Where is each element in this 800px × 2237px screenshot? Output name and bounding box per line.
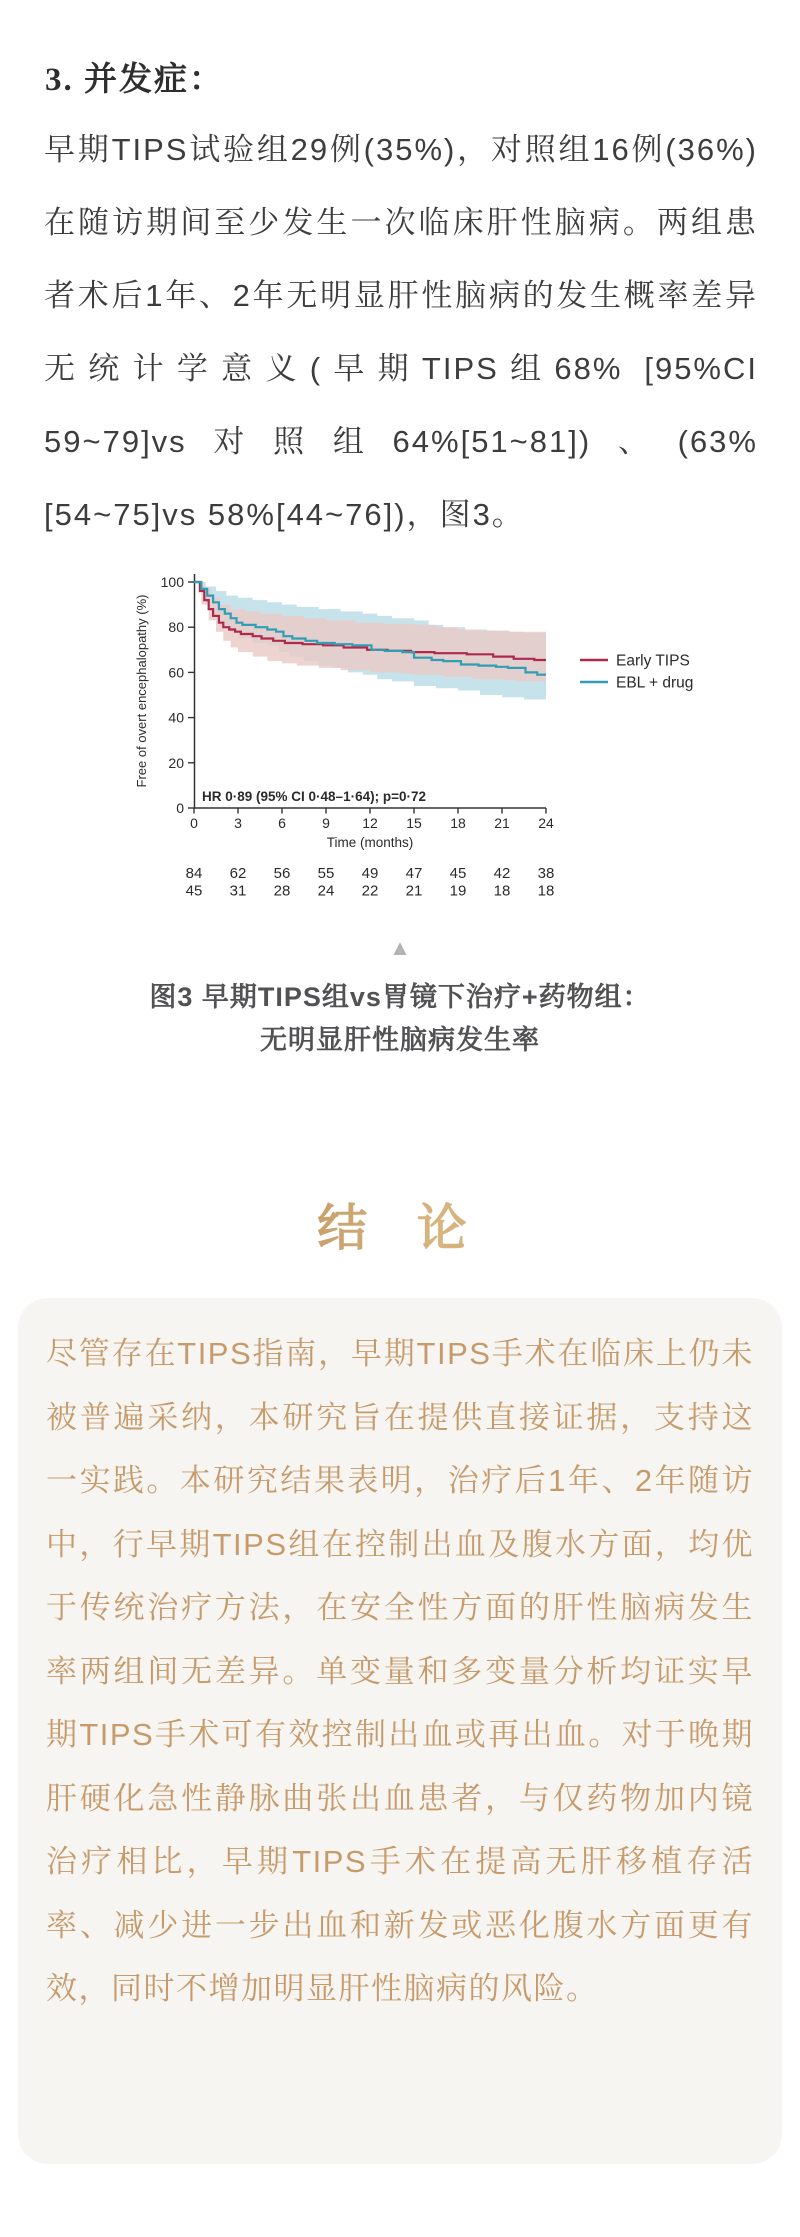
- y-tick-label: 80: [168, 619, 184, 636]
- x-tick-label: 24: [538, 815, 554, 831]
- collapse-image-icon[interactable]: ▲: [389, 935, 411, 960]
- x-tick-label: 6: [278, 815, 286, 831]
- conclusion-panel: [18, 1298, 782, 2164]
- figure-caption-line2: 无明显肝性脑病发生率: [260, 1025, 540, 1055]
- ci-band-early-tips: [194, 582, 546, 683]
- hr-annotation: HR 0·89 (95% CI 0·48–1·64); p=0·72: [202, 789, 426, 804]
- x-axis-label: Time (months): [326, 835, 414, 850]
- y-tick-label: 100: [160, 574, 184, 590]
- risk-count: 18: [493, 882, 511, 900]
- risk-count: 22: [361, 882, 379, 900]
- risk-count: 55: [317, 865, 335, 882]
- x-tick-label: 0: [190, 815, 198, 831]
- risk-count: 19: [449, 882, 467, 900]
- section-heading: 3. 并发症：: [45, 62, 224, 99]
- y-tick-label: 40: [168, 709, 184, 726]
- risk-count: 42: [493, 865, 511, 882]
- x-tick-label: 18: [450, 815, 466, 831]
- y-axis-label: Free of overt encephalopathy (%): [134, 594, 149, 788]
- x-tick-label: 15: [406, 815, 422, 831]
- risk-count: 47: [405, 865, 423, 882]
- risk-count: 38: [537, 865, 555, 882]
- y-tick-label: 60: [168, 664, 184, 681]
- risk-count: 24: [317, 882, 335, 900]
- conclusion-heading: 结 论: [0, 1188, 800, 1260]
- conclusion-text: 尽管存在TIPS指南，早期TIPS手术在临床上仍未被普遍采纳，本研究旨在提供直接证据，支持这一实践。本研究结果表明，治疗后1年、2年随访中，行早期TIPS组在控制出血及腹水方面，均优于传统治疗方法，在安全性方面的肝性脑病发生率两组间无差异。单变量和多变量分析均证实早期TIPS手术可有效控制出血或再出血。对于晚期肝硬化急性静脉曲张出血患者，与仅药物加内镜治疗相比，早期TIPS手术在提高无肝移植存活率、减少进一步出血和新发或恶化腹水方面更有效，同时不增加明显肝性脑病的风险。: [46, 1336, 754, 2006]
- legend-label: Early TIPS: [616, 652, 690, 670]
- legend-label: EBL + drug: [616, 674, 694, 692]
- risk-count: 31: [229, 882, 247, 900]
- risk-count: 45: [449, 865, 467, 882]
- figure-caption: [0, 976, 800, 1062]
- x-tick-label: 3: [234, 815, 242, 831]
- risk-count: 45: [185, 882, 203, 900]
- y-tick-label: 20: [168, 754, 184, 771]
- risk-count: 18: [537, 882, 555, 900]
- km-figure: [130, 560, 790, 912]
- risk-count: 21: [405, 882, 423, 900]
- y-tick-label: 0: [176, 800, 184, 816]
- figure-caption-line1: 图3 早期TIPS组vs胃镜下治疗+药物组：: [149, 982, 651, 1012]
- risk-count: 28: [273, 882, 291, 900]
- risk-count: 49: [361, 865, 379, 882]
- body-paragraph: 早期TIPS试验组29例(35%)，对照组16例(36%)在随访期间至少发生一次临床肝性脑病。两组患者术后1年、2年无明显肝性脑病的发生概率差异无统计学意义(早期TIPS组68% [95%CI 59~79]vs对照组64%[51~81])、(63% [54~75]vs 58%[44~76])，图3。: [44, 132, 758, 532]
- x-tick-label: 12: [362, 815, 378, 831]
- risk-count: 62: [229, 865, 247, 882]
- risk-count: 84: [185, 865, 203, 882]
- x-tick-label: 9: [322, 815, 330, 831]
- risk-count: 56: [273, 865, 291, 882]
- x-tick-label: 21: [494, 815, 510, 831]
- km-chart-svg: [130, 560, 790, 912]
